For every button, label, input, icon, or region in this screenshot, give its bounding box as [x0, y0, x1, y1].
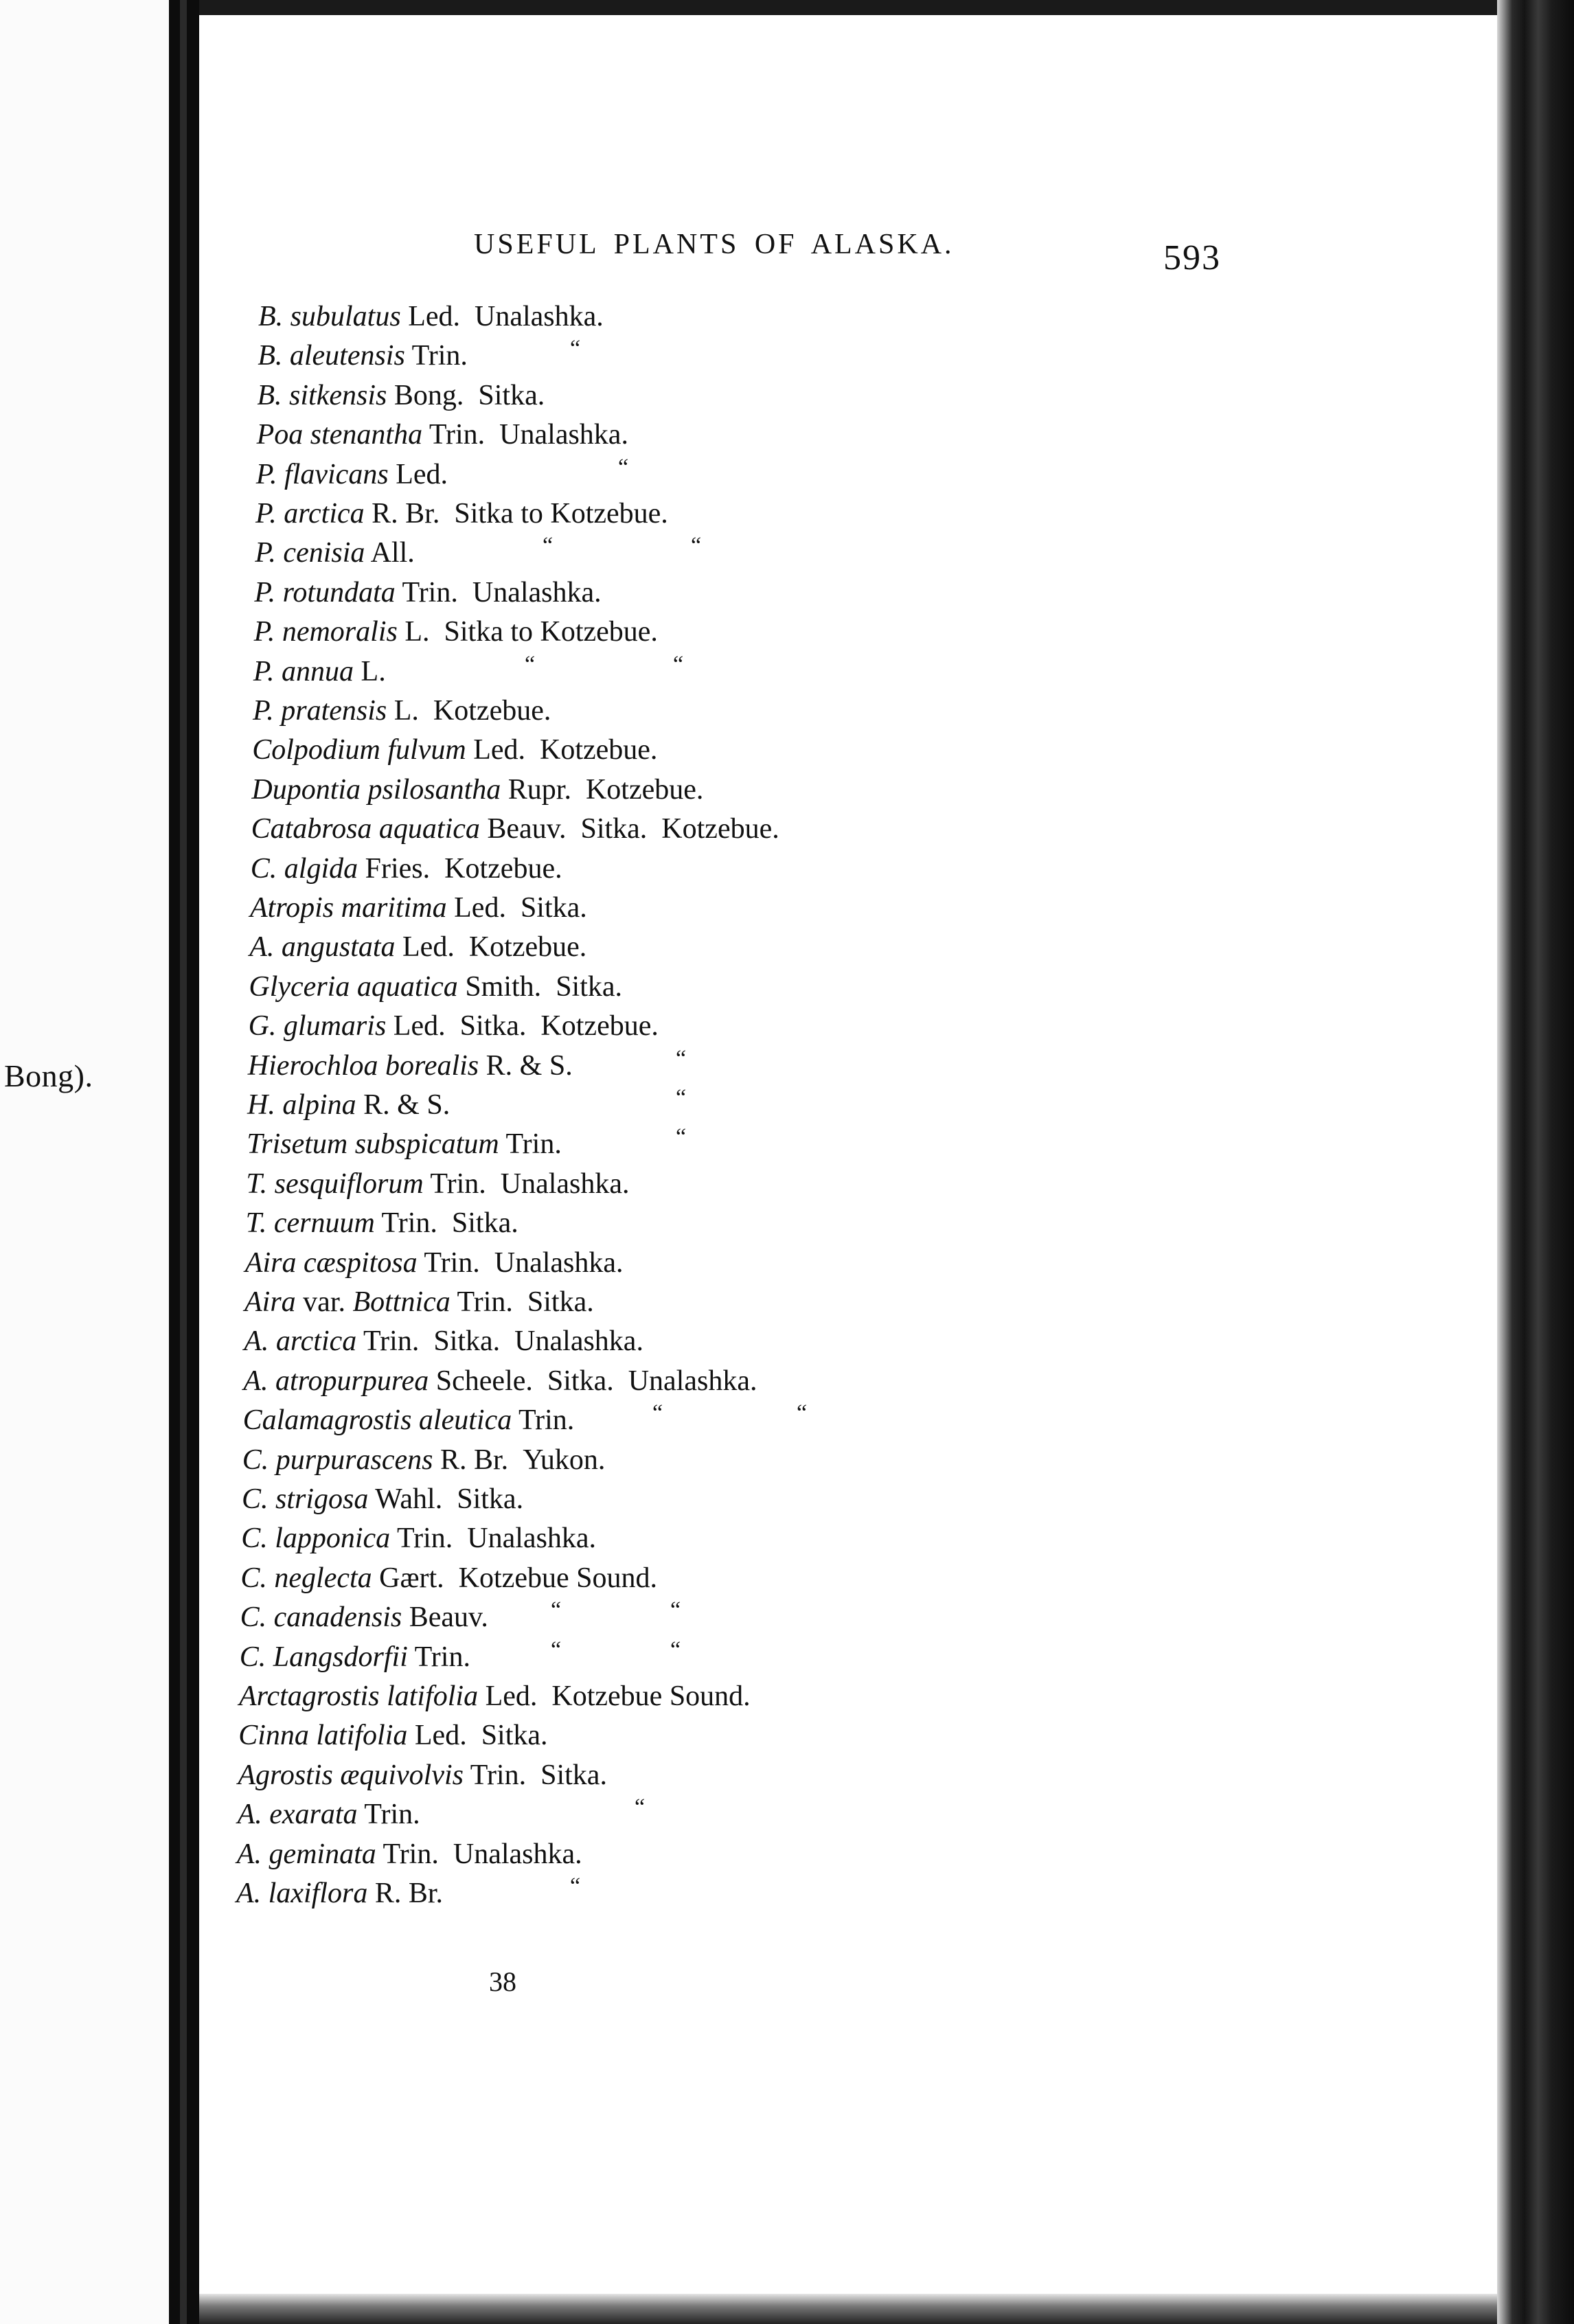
species-authority: R. & S. — [486, 1049, 573, 1082]
species-authority: Led. — [414, 1720, 467, 1752]
running-head: USEFUL PLANTS OF ALASKA. — [474, 229, 955, 260]
species-authority: Smith. — [465, 970, 542, 1003]
species-authority: Bong. — [394, 379, 464, 411]
species-name: A. geminata — [236, 1838, 376, 1870]
species-entry — [258, 302, 604, 331]
species-authority: Trin. — [429, 419, 486, 451]
species-authority: Trin. — [518, 1404, 575, 1437]
species-authority: Led. — [473, 734, 525, 766]
species-name: A. angustata — [249, 931, 396, 964]
species-entry — [251, 814, 779, 843]
species-name: P. pratensis — [253, 695, 387, 727]
species-entry — [257, 381, 545, 410]
species-authority: Rupr. — [507, 773, 571, 806]
species-name: C. strigosa — [242, 1483, 369, 1515]
species-entry — [240, 1597, 681, 1634]
species-entry — [253, 696, 551, 725]
species-name: Dupontia psilosantha — [251, 773, 501, 806]
ditto-mark: “ — [634, 1795, 646, 1821]
species-authority: R. & S. — [363, 1089, 450, 1121]
ditto-mark: “ — [524, 651, 536, 677]
locality: Kotzebue. — [444, 852, 562, 885]
species-name: G. glumaris — [248, 1010, 387, 1043]
species-entry — [238, 1721, 547, 1750]
species-entry — [255, 499, 668, 528]
species-authority: Gært. — [379, 1562, 444, 1594]
species-name: B. sitkensis — [257, 379, 387, 411]
species-name: T. sesquiflorum — [246, 1167, 424, 1200]
species-name: Catabrosa aquatica — [251, 813, 480, 845]
variety-name: Bottnica — [352, 1286, 450, 1318]
species-authority: Trin. — [364, 1799, 420, 1831]
species-name: P. flavicans — [255, 458, 389, 490]
locality: Sitka. — [556, 970, 623, 1003]
ditto-mark: “ — [617, 454, 629, 480]
species-name: P. rotundata — [254, 576, 396, 608]
species-authority: Led. — [454, 892, 506, 924]
locality: Sitka. — [478, 379, 545, 411]
species-name: C. lapponica — [241, 1523, 391, 1555]
species-authority: L. — [394, 695, 419, 727]
species-authority: Trin. — [381, 1207, 437, 1240]
ditto-mark: “ — [676, 1085, 687, 1110]
species-entry — [258, 336, 581, 372]
species-name: P. nemoralis — [253, 616, 398, 648]
species-authority: Trin. — [430, 1167, 486, 1200]
species-authority: Led. — [408, 301, 460, 332]
species-authority: Trin. — [363, 1325, 420, 1358]
species-name: Hierochloa borealis — [247, 1049, 479, 1082]
species-entry — [257, 420, 628, 449]
species-name: Aira cæspitosa — [244, 1246, 418, 1279]
ditto-mark: “ — [670, 1597, 681, 1624]
species-authority: Trin. — [396, 1523, 453, 1555]
species-entry — [246, 1167, 630, 1200]
species-name: Colpodium fulvum — [252, 734, 466, 766]
species-authority: Trin. — [424, 1246, 480, 1279]
locality: Sitka. Kotzebue. — [459, 1010, 659, 1043]
species-name: Agrostis æquivolvis — [238, 1759, 464, 1791]
species-authority: Led. — [393, 1010, 446, 1043]
species-name: A. arctica — [244, 1325, 357, 1358]
locality: Kotzebue Sound. — [458, 1562, 657, 1594]
ditto-mark: “ — [542, 533, 554, 559]
ditto-mark: “ — [570, 1873, 581, 1899]
locality: Kotzebue. — [585, 773, 704, 806]
species-name: C. neglecta — [240, 1562, 372, 1594]
locality: Sitka. — [481, 1720, 548, 1752]
species-name: A. laxiflora — [236, 1878, 368, 1909]
species-entry — [244, 1246, 624, 1279]
ditto-mark: “ — [675, 1045, 687, 1071]
species-name: P. cenisia — [255, 537, 365, 569]
species-entry — [249, 931, 587, 964]
species-entry — [236, 1873, 581, 1909]
species-authority: Scheele. — [435, 1365, 533, 1397]
locality: Yukon. — [523, 1444, 606, 1476]
locality: Sitka to Kotzebue. — [454, 498, 668, 529]
species-entry — [249, 972, 622, 1001]
species-entry — [251, 854, 562, 883]
species-authority: Trin. — [383, 1838, 439, 1870]
species-name: B. aleutensis — [258, 340, 405, 372]
locality: Sitka to Kotzebue. — [444, 616, 658, 648]
locality: Sitka. — [520, 892, 587, 924]
species-entry — [247, 1085, 687, 1121]
species-name: Calamagrostis aleutica — [242, 1404, 512, 1437]
species-entry — [253, 651, 684, 687]
species-authority: Wahl. — [375, 1483, 443, 1515]
left-page-text-fragment: Bong). — [4, 1058, 93, 1093]
species-entry — [247, 1045, 687, 1082]
species-name: Trisetum subspicatum — [247, 1128, 499, 1161]
ditto-mark: “ — [652, 1400, 663, 1426]
species-authority: Trin. — [411, 340, 468, 372]
variety-authority: Trin. — [457, 1286, 513, 1318]
species-entry — [237, 1840, 582, 1869]
species-name: C. algida — [250, 852, 358, 885]
locality: Unalashka. — [472, 576, 602, 608]
species-authority: Fries. — [365, 852, 431, 885]
species-authority: R. Br. — [372, 498, 440, 529]
locality: Kotzebue. — [468, 931, 587, 964]
species-entry — [238, 1761, 607, 1790]
locality: Sitka. Unalashka. — [433, 1325, 643, 1358]
ditto-mark: “ — [670, 1637, 681, 1663]
species-name: Atropis maritima — [250, 892, 447, 924]
species-authority: Led. — [396, 458, 448, 490]
species-entry — [240, 1564, 657, 1593]
species-name: Glyceria aquatica — [249, 970, 458, 1003]
locality: Unalashka. — [474, 301, 604, 332]
species-authority: Led. — [402, 931, 455, 964]
species-name: H. alpina — [247, 1089, 356, 1121]
species-authority: Beauv. — [487, 813, 567, 845]
locality: Unalashka. — [494, 1246, 624, 1279]
ditto-mark: “ — [796, 1400, 808, 1426]
species-entry — [248, 1010, 659, 1043]
locality: Unalashka. — [467, 1523, 597, 1555]
species-authority: Trin. — [505, 1128, 562, 1161]
species-entry — [237, 1795, 646, 1831]
species-authority: Trin. — [470, 1759, 527, 1791]
locality: Sitka. Unalashka. — [547, 1365, 757, 1397]
species-name: Aira — [244, 1286, 296, 1318]
locality: Sitka. Kotzebue. — [580, 813, 779, 845]
species-name: Cinna latifolia — [238, 1720, 408, 1752]
species-name: T. cernuum — [245, 1207, 375, 1240]
species-authority: All. — [370, 537, 415, 569]
species-entry — [254, 578, 601, 607]
species-entry — [246, 1209, 518, 1238]
page-number: 593 — [1163, 238, 1221, 277]
species-entry — [239, 1682, 751, 1711]
locality: Sitka. — [540, 1759, 607, 1791]
species-name: P. arctica — [255, 498, 365, 529]
species-authority: var. — [303, 1286, 345, 1318]
species-name: A. exarata — [237, 1799, 358, 1831]
species-authority: L. — [404, 616, 430, 648]
signature-mark: 38 — [489, 1966, 516, 1997]
species-authority: R. Br. — [440, 1444, 509, 1476]
locality: Kotzebue Sound. — [551, 1681, 751, 1712]
species-name: Poa stenantha — [256, 419, 423, 451]
species-name: C. purpurascens — [242, 1444, 433, 1476]
species-entry — [251, 775, 703, 804]
locality: Kotzebue. — [433, 695, 551, 727]
species-entry — [255, 454, 629, 490]
species-authority: Trin. — [402, 576, 458, 608]
species-authority: Led. — [485, 1681, 538, 1712]
locality: Sitka. — [451, 1207, 518, 1240]
species-entry — [255, 533, 702, 569]
species-authority: L. — [361, 655, 386, 687]
locality: Sitka. — [457, 1483, 524, 1515]
species-entry — [247, 1124, 687, 1161]
species-authority: Beauv. — [409, 1602, 488, 1634]
species-entry — [244, 1327, 643, 1356]
ditto-mark: “ — [675, 1124, 687, 1150]
species-entry — [242, 1400, 808, 1437]
ditto-mark: “ — [672, 651, 684, 677]
species-entry — [250, 893, 587, 922]
species-entry — [241, 1524, 596, 1553]
species-entry — [254, 617, 658, 646]
species-name: A. atropurpurea — [243, 1365, 429, 1397]
species-name: Arctagrostis latifolia — [239, 1681, 479, 1712]
species-entry — [244, 1288, 594, 1317]
species-entry — [242, 1485, 523, 1514]
species-entry — [239, 1637, 681, 1673]
ditto-mark: “ — [690, 533, 702, 559]
ditto-mark: “ — [550, 1597, 562, 1624]
locality: Unalashka. — [453, 1838, 582, 1870]
ditto-mark: “ — [569, 336, 581, 362]
species-name: C. canadensis — [240, 1602, 402, 1634]
species-authority: R. Br. — [374, 1878, 444, 1909]
species-name: P. annua — [253, 655, 354, 687]
ditto-mark: “ — [550, 1637, 562, 1663]
locality: Unalashka. — [500, 1167, 630, 1200]
species-name: C. Langsdorfii — [239, 1641, 408, 1673]
locality: Sitka. — [527, 1286, 594, 1318]
species-authority: Trin. — [414, 1641, 470, 1673]
species-entry — [242, 1446, 606, 1474]
species-entry — [243, 1367, 757, 1395]
species-name: B. subulatus — [258, 301, 401, 332]
locality: Kotzebue. — [539, 734, 658, 766]
locality: Unalashka. — [499, 419, 628, 451]
species-entry — [252, 736, 657, 764]
